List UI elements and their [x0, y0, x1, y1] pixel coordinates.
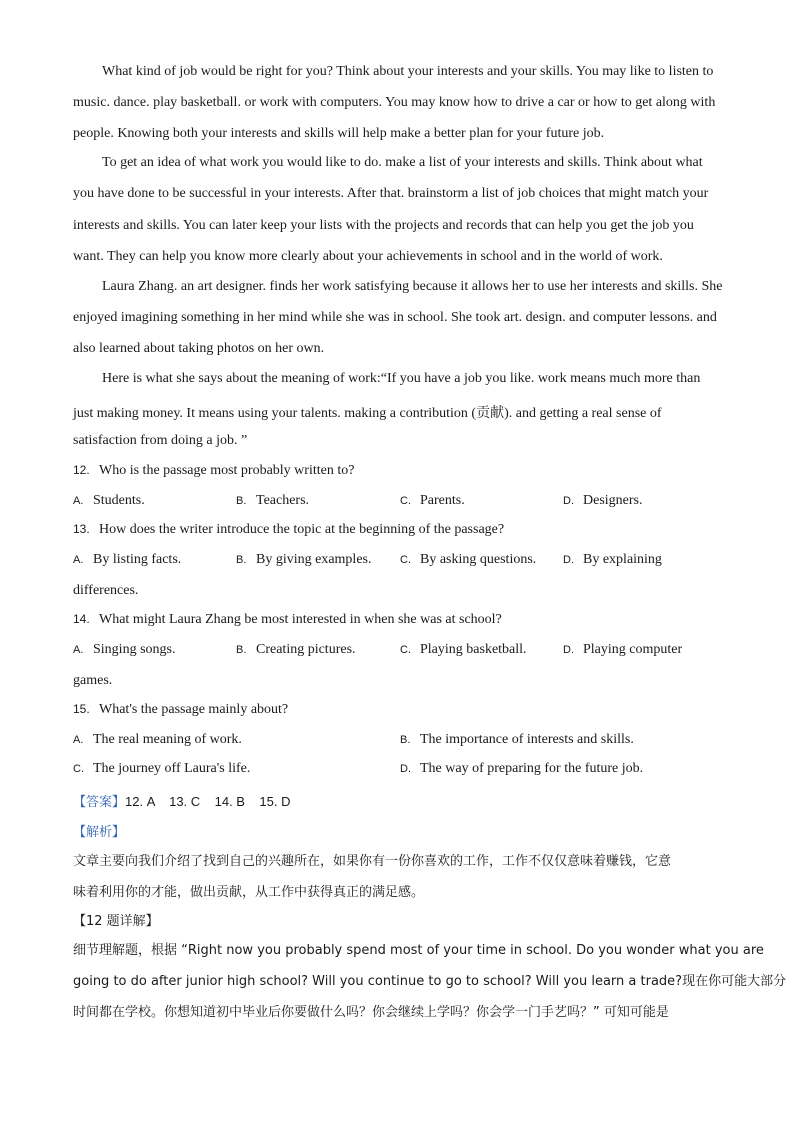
option-b: B. By giving examples.: [236, 552, 372, 567]
detail-line: going to do after junior high school? Will you continue to go to school? Will you learn a trade?现在你可能大部分: [73, 974, 787, 989]
passage-line: also learned about taking photos on her own.: [73, 341, 325, 356]
detail-line: 细节理解题，根据 “Right now you probably spend most of your time in school. Do you wonder what you are: [73, 943, 764, 958]
option-d: D. Playing computer: [563, 642, 683, 657]
option-b: B. Teachers.: [236, 493, 310, 508]
option-d: D. By explaining: [563, 552, 662, 567]
option-wrap: differences.: [73, 583, 139, 598]
option-a: A. By listing facts.: [73, 552, 182, 567]
answer-line: [73, 791, 291, 811]
question-number: 15.: [73, 702, 90, 716]
passage-line: you have done to be successful in your interests. After that. brainstorm a list of job choices that might match your: [73, 186, 709, 201]
option-wrap: games.: [73, 673, 113, 688]
passage-line: want. They can help you know more clearly about your achievements in school and in the world of work.: [73, 249, 663, 264]
passage-line: satisfaction from doing a job. ”: [73, 433, 248, 448]
option-b: B. The importance of interests and skills.: [400, 732, 634, 747]
passage-line: people. Knowing both your interests and skills will help make a better plan for your future job.: [73, 126, 605, 141]
passage-line: interests and skills. You can later keep your lists with the projects and records that can help you get the job you: [73, 218, 694, 233]
passage-line: To get an idea of what work you would like to do. make a list of your interests and skills. Think about what: [102, 155, 703, 170]
question-text: What might Laura Zhang be most interested in when she was at school?: [99, 612, 502, 627]
option-d: D. Designers.: [563, 493, 643, 508]
option-c: C. The journey off Laura's life.: [73, 761, 251, 776]
passage-line: enjoyed imagining something in her mind while she was in school. She took art. design. and computer lessons. and: [73, 310, 717, 325]
answer-value: 12. A 13. C 14. B 15. D: [125, 794, 291, 809]
detail-tag: 【12 题详解】: [73, 914, 159, 929]
analysis-line: 味着利用你的才能，做出贡献，从工作中获得真正的满足感。: [73, 885, 425, 900]
option-a: A. Singing songs.: [73, 642, 176, 657]
question-14: [73, 612, 502, 628]
question-text: Who is the passage most probably written to?: [99, 463, 355, 478]
analysis-tag: 【解析】: [73, 825, 126, 840]
option-b: B. Creating pictures.: [236, 642, 356, 657]
passage-line: Laura Zhang. an art designer. finds her work satisfying because it allows her to use her interests and skills. She: [102, 279, 723, 294]
option-a: A. The real meaning of work.: [73, 732, 242, 747]
answer-tag: 【答案】: [73, 795, 126, 810]
passage-line: music. dance. play basketball. or work with computers. You may know how to drive a car or how to get along with: [73, 95, 716, 110]
passage-line: What kind of job would be right for you? Think about your interests and your skills. You may like to listen to: [102, 64, 714, 79]
question-text: How does the writer introduce the topic at the beginning of the passage?: [99, 522, 505, 537]
passage-line: Here is what she says about the meaning of work:“If you have a job you like. work means much more than: [102, 371, 701, 386]
question-13: [73, 522, 504, 538]
option-c: C. Playing basketball.: [400, 642, 527, 657]
question-15: [73, 702, 288, 718]
option-d: D. The way of preparing for the future job.: [400, 761, 644, 776]
option-c: C. Parents.: [400, 493, 465, 508]
question-number: 12.: [73, 463, 90, 477]
option-a: A. Students.: [73, 493, 145, 508]
question-text: What's the passage mainly about?: [99, 702, 289, 717]
option-c: C. By asking questions.: [400, 552, 537, 567]
question-number: 13.: [73, 522, 90, 536]
analysis-line: 文章主要向我们介绍了找到自己的兴趣所在，如果你有一份你喜欢的工作，工作不仅仅意味着赚钱，它意: [73, 854, 672, 869]
question-number: 14.: [73, 612, 90, 626]
detail-line: 时间都在学校。你想知道初中毕业后你要做什么吗？你会继续上学吗？你会学一门手艺吗？” 可知可能是: [73, 1005, 669, 1020]
passage-line: just making money. It means using your talents. making a contribution (贡献). and getting a real sense of: [73, 406, 662, 421]
question-12: [73, 463, 354, 479]
